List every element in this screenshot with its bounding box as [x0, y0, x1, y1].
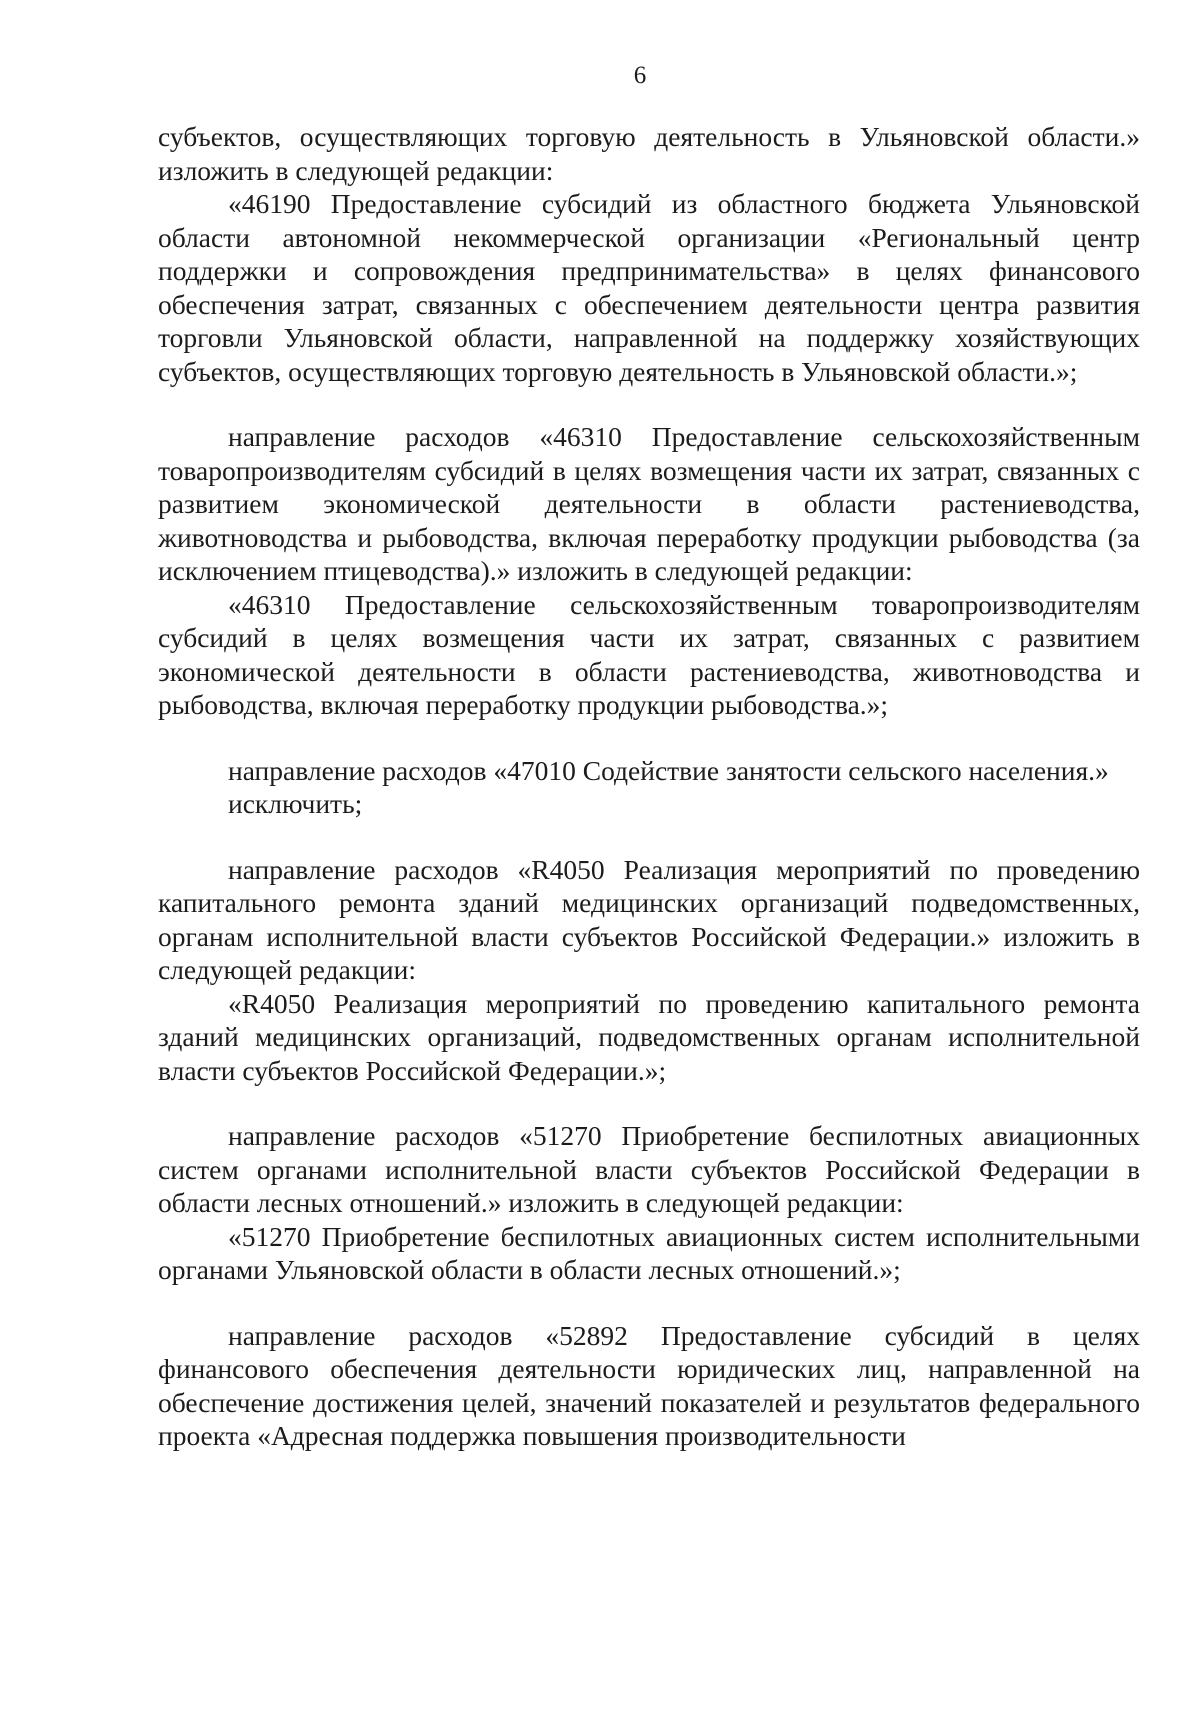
paragraph: «46190 Предоставление субсидий из областного бюджета Ульяновской области автономной некоммерческой организации «Региональный центр поддержки и сопровождения предпринимательства» в целях финансового обеспечения затрат, связанных с обеспечением деятельности центра развития торговли Ульяновской области, направленной на поддержку хозяйствующих субъектов, осуществляющих торговую деятельность в Ульяновской области.»; — [158, 188, 1140, 387]
paragraph: направление расходов «46310 Предоставление сельскохозяйственным товаропроизводителям субсидий в целях возмещения части их затрат, связанных с развитием экономической деятельности в области растениеводства, животноводства и рыбоводства, включая переработку продукции рыбоводства (за исключением птицеводства).» изложить в следующей редакции: — [158, 421, 1140, 586]
paragraph: направление расходов «52892 Предоставление субсидий в целях финансового обеспечения деятельности юридических лиц, направленной на обеспечение достижения целей, значений показателей и результатов федерального проекта «Адресная поддержка повышения производительности — [158, 1319, 1140, 1451]
document-body — [158, 120, 1140, 1453]
paragraph: направление расходов «51270 Приобретение беспилотных авиационных систем органами исполнительной власти субъектов Российской Федерации в области лесных отношений.» изложить в следующей редакции: — [158, 1120, 1140, 1218]
paragraph: «R4050 Реализация мероприятий по проведению капитального ремонта зданий медицинских организаций, подведомственных органам исполнительной власти субъектов Российской Федерации.»; — [158, 987, 1140, 1086]
paragraph: «46310 Предоставление сельскохозяйственным товаропроизводителям субсидий в целях возмещения части их затрат, связанных с развитием экономической деятельности в области растениеводства, животноводства и рыбоводства, включая переработку продукции рыбоводства.»; — [158, 588, 1140, 720]
paragraph: направление расходов «47010 Содействие занятости сельского населения.» — [228, 754, 1109, 786]
paragraph: направление расходов «R4050 Реализация мероприятий по проведению капитального ремонта зданий медицинских организаций подведомственных, органам исполнительной власти субъектов Российской Федерации.» изложить в следующей редакции: — [158, 853, 1140, 985]
paragraph: «51270 Приобретение беспилотных авиационных систем исполнительными органами Ульяновской области в области лесных отношений.»; — [158, 1220, 1140, 1285]
paragraph: исключить; — [228, 788, 363, 819]
paragraph: субъектов, осуществляющих торговую деятельность в Ульяновской области.» изложить в следующей редакции: — [158, 121, 1140, 186]
page-number: 6 — [633, 62, 647, 89]
